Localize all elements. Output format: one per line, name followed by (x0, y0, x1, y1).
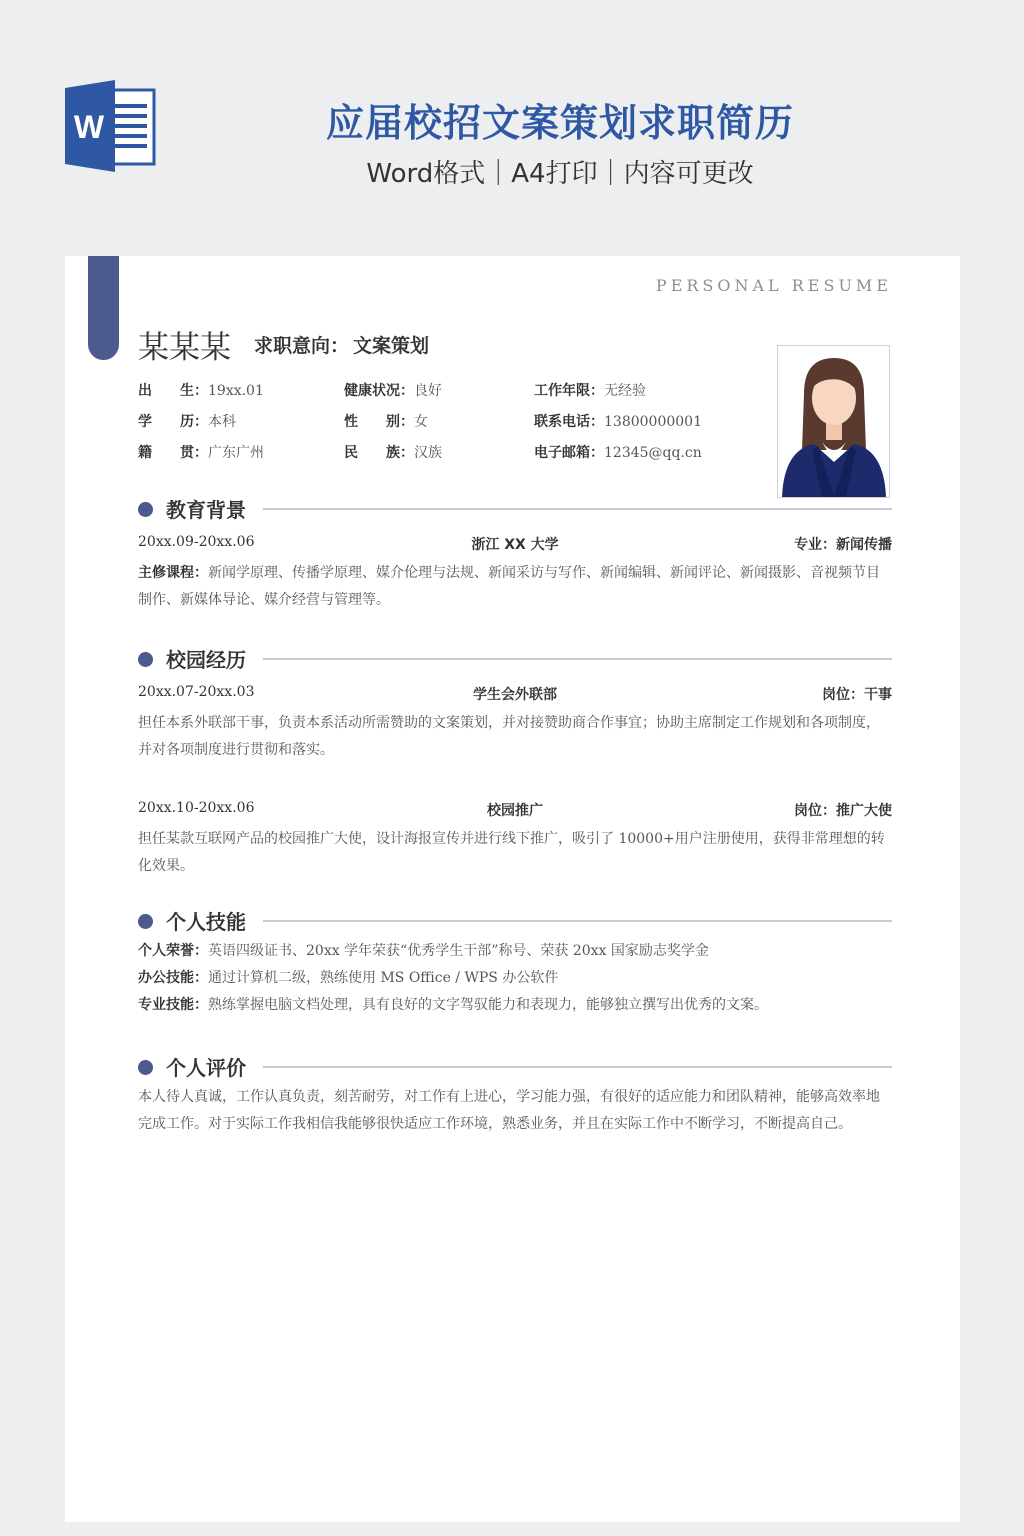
section-divider (263, 1066, 892, 1068)
education-row (138, 532, 892, 554)
experience-row (138, 682, 892, 704)
section-divider (263, 658, 892, 660)
resume-paper (65, 256, 960, 1522)
info-ethnicity: 民 族：汉族 (344, 444, 442, 461)
section-divider (263, 920, 892, 922)
svg-text:W: W (73, 109, 105, 145)
info-birth: 出 生：19xx.01 (138, 382, 264, 399)
bullet-dot-icon (138, 914, 153, 929)
evaluation-text: 本人待人真诚，工作认真负责，刻苦耐劳，对工作有上进心，学习能力强，有很好的适应能力和团队精神，能够高效率地完成工作。对于实际工作我相信我能够很快适应工作环境，熟悉业务，并且在实际工作中不断学习，不断提高自己。 (138, 1089, 880, 1132)
experience-desc: 担任某款互联网产品的校园推广大使，设计海报宣传并进行线下推广，吸引了 10000+用户注册使用，获得非常理想的转化效果。 (138, 831, 885, 874)
skill-item: 个人荣誉：英语四级证书、20xx 学年荣获“优秀学生干部”称号、荣获 20xx 国家励志奖学金 (138, 943, 709, 959)
section-skills (138, 906, 892, 1019)
section-header (138, 1052, 892, 1080)
info-experience: 工作年限：无经验 (534, 382, 646, 399)
info-email: 电子邮箱：12345@qq.cn (534, 444, 702, 461)
candidate-name: 某某某 (138, 330, 231, 366)
section-evaluation (138, 1052, 892, 1138)
resume-tag: PERSONAL RESUME (655, 276, 892, 295)
section-header (138, 644, 892, 672)
info-row (138, 436, 758, 467)
info-hometown: 籍 贯：广东广州 (138, 444, 264, 461)
experience-role: 岗位：推广大使 (794, 803, 892, 819)
skills-list (138, 938, 892, 1019)
info-gender: 性 别：女 (344, 413, 428, 430)
experience-org: 校园推广 (487, 803, 543, 819)
education-major: 专业：新闻传播 (794, 537, 892, 553)
skill-item: 办公技能：通过计算机二级，熟练使用 MS Office / WPS 办公软件 (138, 970, 559, 986)
education-school: 浙江 XX 大学 (471, 537, 559, 553)
bookmark-tab (88, 256, 119, 360)
job-intent-value: 文案策划 (353, 335, 430, 357)
page-title: 应届校招文案策划求职简历 (325, 101, 794, 145)
education-date: 20xx.09-20xx.06 (138, 534, 255, 550)
education-courses: 主修课程：新闻学原理、传播学原理、媒介伦理与法规、新闻采访与写作、新闻编辑、新闻评论、新闻摄影、音视频节目制作、新媒体导论、媒介经营与管理等。 (138, 565, 880, 608)
bullet-dot-icon (138, 502, 153, 517)
info-health: 健康状况：良好 (344, 382, 442, 399)
info-row (138, 405, 758, 436)
section-title: 教育背景 (166, 498, 246, 522)
word-icon (65, 80, 157, 172)
basic-info (138, 374, 758, 467)
experience-row (138, 798, 892, 820)
section-header (138, 906, 892, 934)
experience-role: 岗位：干事 (822, 687, 892, 703)
experience-date: 20xx.10-20xx.06 (138, 800, 255, 816)
section-education (138, 494, 892, 614)
experience-desc: 担任本系外联部干事，负责本系活动所需赞助的文案策划，并对接赞助商合作事宜；协助主席制定工作规划和各项制度，并对各项制度进行贯彻和落实。 (138, 715, 880, 758)
section-campus (138, 644, 892, 880)
page-subtitle: Word格式｜A4打印｜内容可更改 (366, 159, 754, 189)
page-header (0, 0, 1024, 256)
bullet-dot-icon (138, 1060, 153, 1075)
info-row (138, 374, 758, 405)
section-title: 个人评价 (166, 1056, 246, 1080)
experience-date: 20xx.07-20xx.03 (138, 684, 255, 700)
info-phone: 联系电话：13800000001 (534, 413, 702, 430)
experience-org: 学生会外联部 (473, 687, 557, 703)
section-title: 校园经历 (166, 648, 246, 672)
profile-photo (777, 345, 890, 498)
job-intent (250, 331, 429, 358)
section-title: 个人技能 (166, 910, 246, 934)
skill-item: 专业技能：熟练掌握电脑文档处理，具有良好的文字驾驭能力和表现力，能够独立撰写出优秀的文案。 (138, 997, 768, 1013)
section-header (138, 494, 892, 522)
bullet-dot-icon (138, 652, 153, 667)
avatar-illustration (778, 346, 889, 497)
section-divider (263, 508, 892, 510)
info-education: 学 历：本科 (138, 413, 236, 430)
job-intent-label: 求职意向： (254, 335, 350, 357)
